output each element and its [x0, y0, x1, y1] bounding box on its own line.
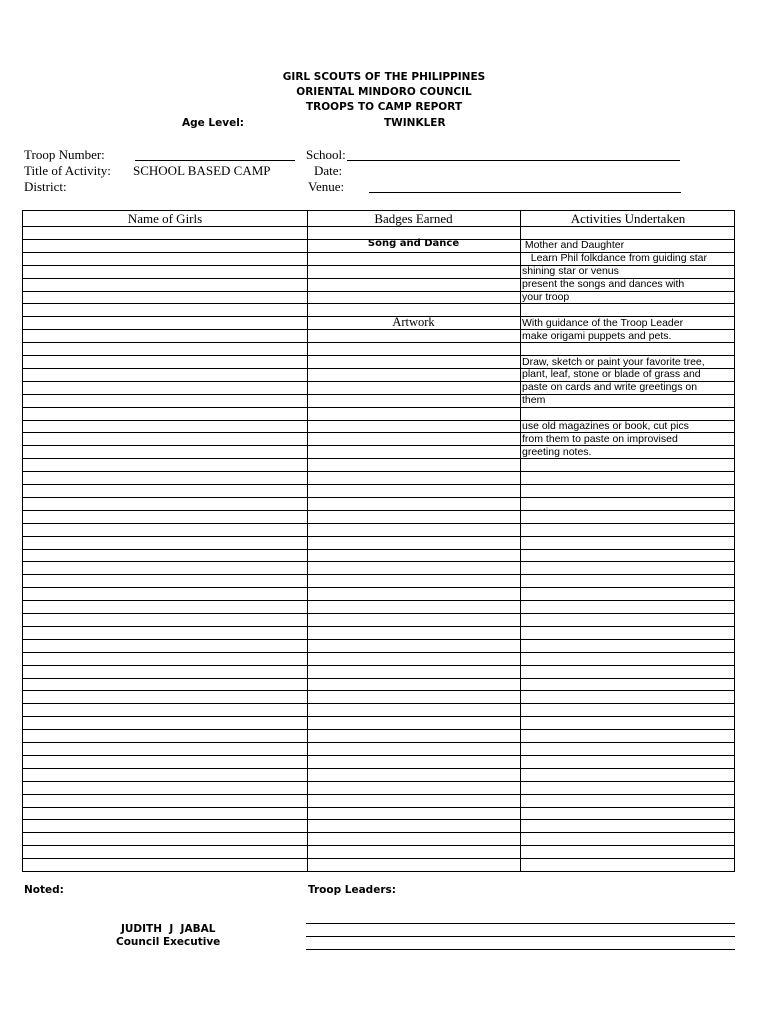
activity-cell: from them to paste on improvised [522, 432, 678, 445]
school-line [347, 160, 680, 161]
table-row-divider [23, 407, 734, 408]
activity-cell: make origami puppets and pets. [522, 329, 672, 342]
table-row-divider [23, 600, 734, 601]
table-row-divider [23, 832, 734, 833]
table-row-divider [23, 703, 734, 704]
table-row-divider [23, 523, 734, 524]
table-row-divider [23, 510, 734, 511]
troop-leader-signature-line-3 [306, 949, 735, 950]
activity-cell: them [522, 394, 546, 407]
table-row-divider [23, 845, 734, 846]
date-label: Date: [314, 163, 343, 178]
table-row-divider [23, 858, 734, 859]
table-row-divider [23, 613, 734, 614]
troop-leaders-label: Troop Leaders: [308, 884, 396, 896]
activity-cell: shining star or venus [522, 265, 619, 278]
table-row-divider [23, 729, 734, 730]
activity-cell: Mother and Daughter [522, 239, 625, 252]
table-row-divider [23, 807, 734, 808]
troop-leader-signature-line-2 [306, 936, 735, 937]
table-row-divider [23, 226, 734, 227]
table-row-divider [23, 497, 734, 498]
venue-line [369, 192, 681, 193]
title-of-activity-value: SCHOOL BASED CAMP [133, 163, 271, 178]
activity-cell: Draw, sketch or paint your favorite tree, [522, 355, 705, 368]
venue-label: Venue: [308, 179, 345, 194]
table-row-divider [23, 458, 734, 459]
table-row-divider [23, 587, 734, 588]
table-row-divider [23, 549, 734, 550]
table-row-divider [23, 665, 734, 666]
column-header-name-of-girls: Name of Girls [127, 211, 203, 226]
activity-cell: With guidance of the Troop Leader [522, 316, 684, 329]
signatory-title: Council Executive [116, 936, 221, 948]
table-row-divider [23, 819, 734, 820]
column-header-activities-undertaken: Activities Undertaken [570, 211, 686, 226]
badge-cell: Song and Dance [367, 238, 460, 250]
table-row-divider [23, 794, 734, 795]
council-name: ORIENTAL MINDORO COUNCIL [296, 86, 472, 98]
activity-cell: paste on cards and write greetings on [522, 381, 698, 394]
activity-cell: Learn Phil folkdance from guiding star [522, 252, 708, 265]
column-header-badges-earned: Badges Earned [374, 211, 453, 226]
troop-number-line [135, 160, 295, 161]
table-row-divider [23, 768, 734, 769]
school-label: School: [306, 147, 346, 162]
report-table [22, 210, 735, 872]
table-row-divider [23, 742, 734, 743]
activity-cell: use old magazines or book, cut pics [522, 420, 689, 432]
table-row-divider [23, 652, 734, 653]
table-row-divider [23, 678, 734, 679]
table-row-divider [23, 303, 734, 304]
table-row-divider [23, 484, 734, 485]
table-row-divider [23, 716, 734, 717]
district-label: District: [24, 179, 67, 194]
title-of-activity-label: Title of Activity: [24, 163, 111, 178]
table-row-divider [23, 690, 734, 691]
age-level-label: Age Level: [182, 117, 244, 129]
table-row-divider [23, 574, 734, 575]
report-title: TROOPS TO CAMP REPORT [305, 101, 463, 113]
activity-cell: greeting notes. [522, 445, 592, 458]
table-row-divider [23, 561, 734, 562]
table-row-divider [23, 471, 734, 472]
activity-cell: plant, leaf, stone or blade of grass and [522, 368, 701, 381]
troop-leader-signature-line-1 [306, 923, 735, 924]
table-column-divider [307, 211, 308, 871]
activity-cell: present the songs and dances with [522, 278, 685, 291]
table-row-divider [23, 639, 734, 640]
org-name: GIRL SCOUTS OF THE PHILIPPINES [282, 71, 486, 83]
table-row-divider [23, 871, 734, 872]
table-row-divider [23, 536, 734, 537]
troop-number-label: Troop Number: [24, 147, 105, 162]
badge-cell: Artwork [392, 314, 435, 329]
age-level-value: TWINKLER [384, 117, 446, 129]
table-row-divider [23, 626, 734, 627]
table-row-divider [23, 755, 734, 756]
noted-label: Noted: [24, 884, 64, 896]
table-column-divider [520, 211, 521, 871]
table-row-divider [23, 781, 734, 782]
signatory-name: JUDITH J JABAL [121, 923, 216, 935]
activity-cell: your troop [522, 291, 570, 303]
